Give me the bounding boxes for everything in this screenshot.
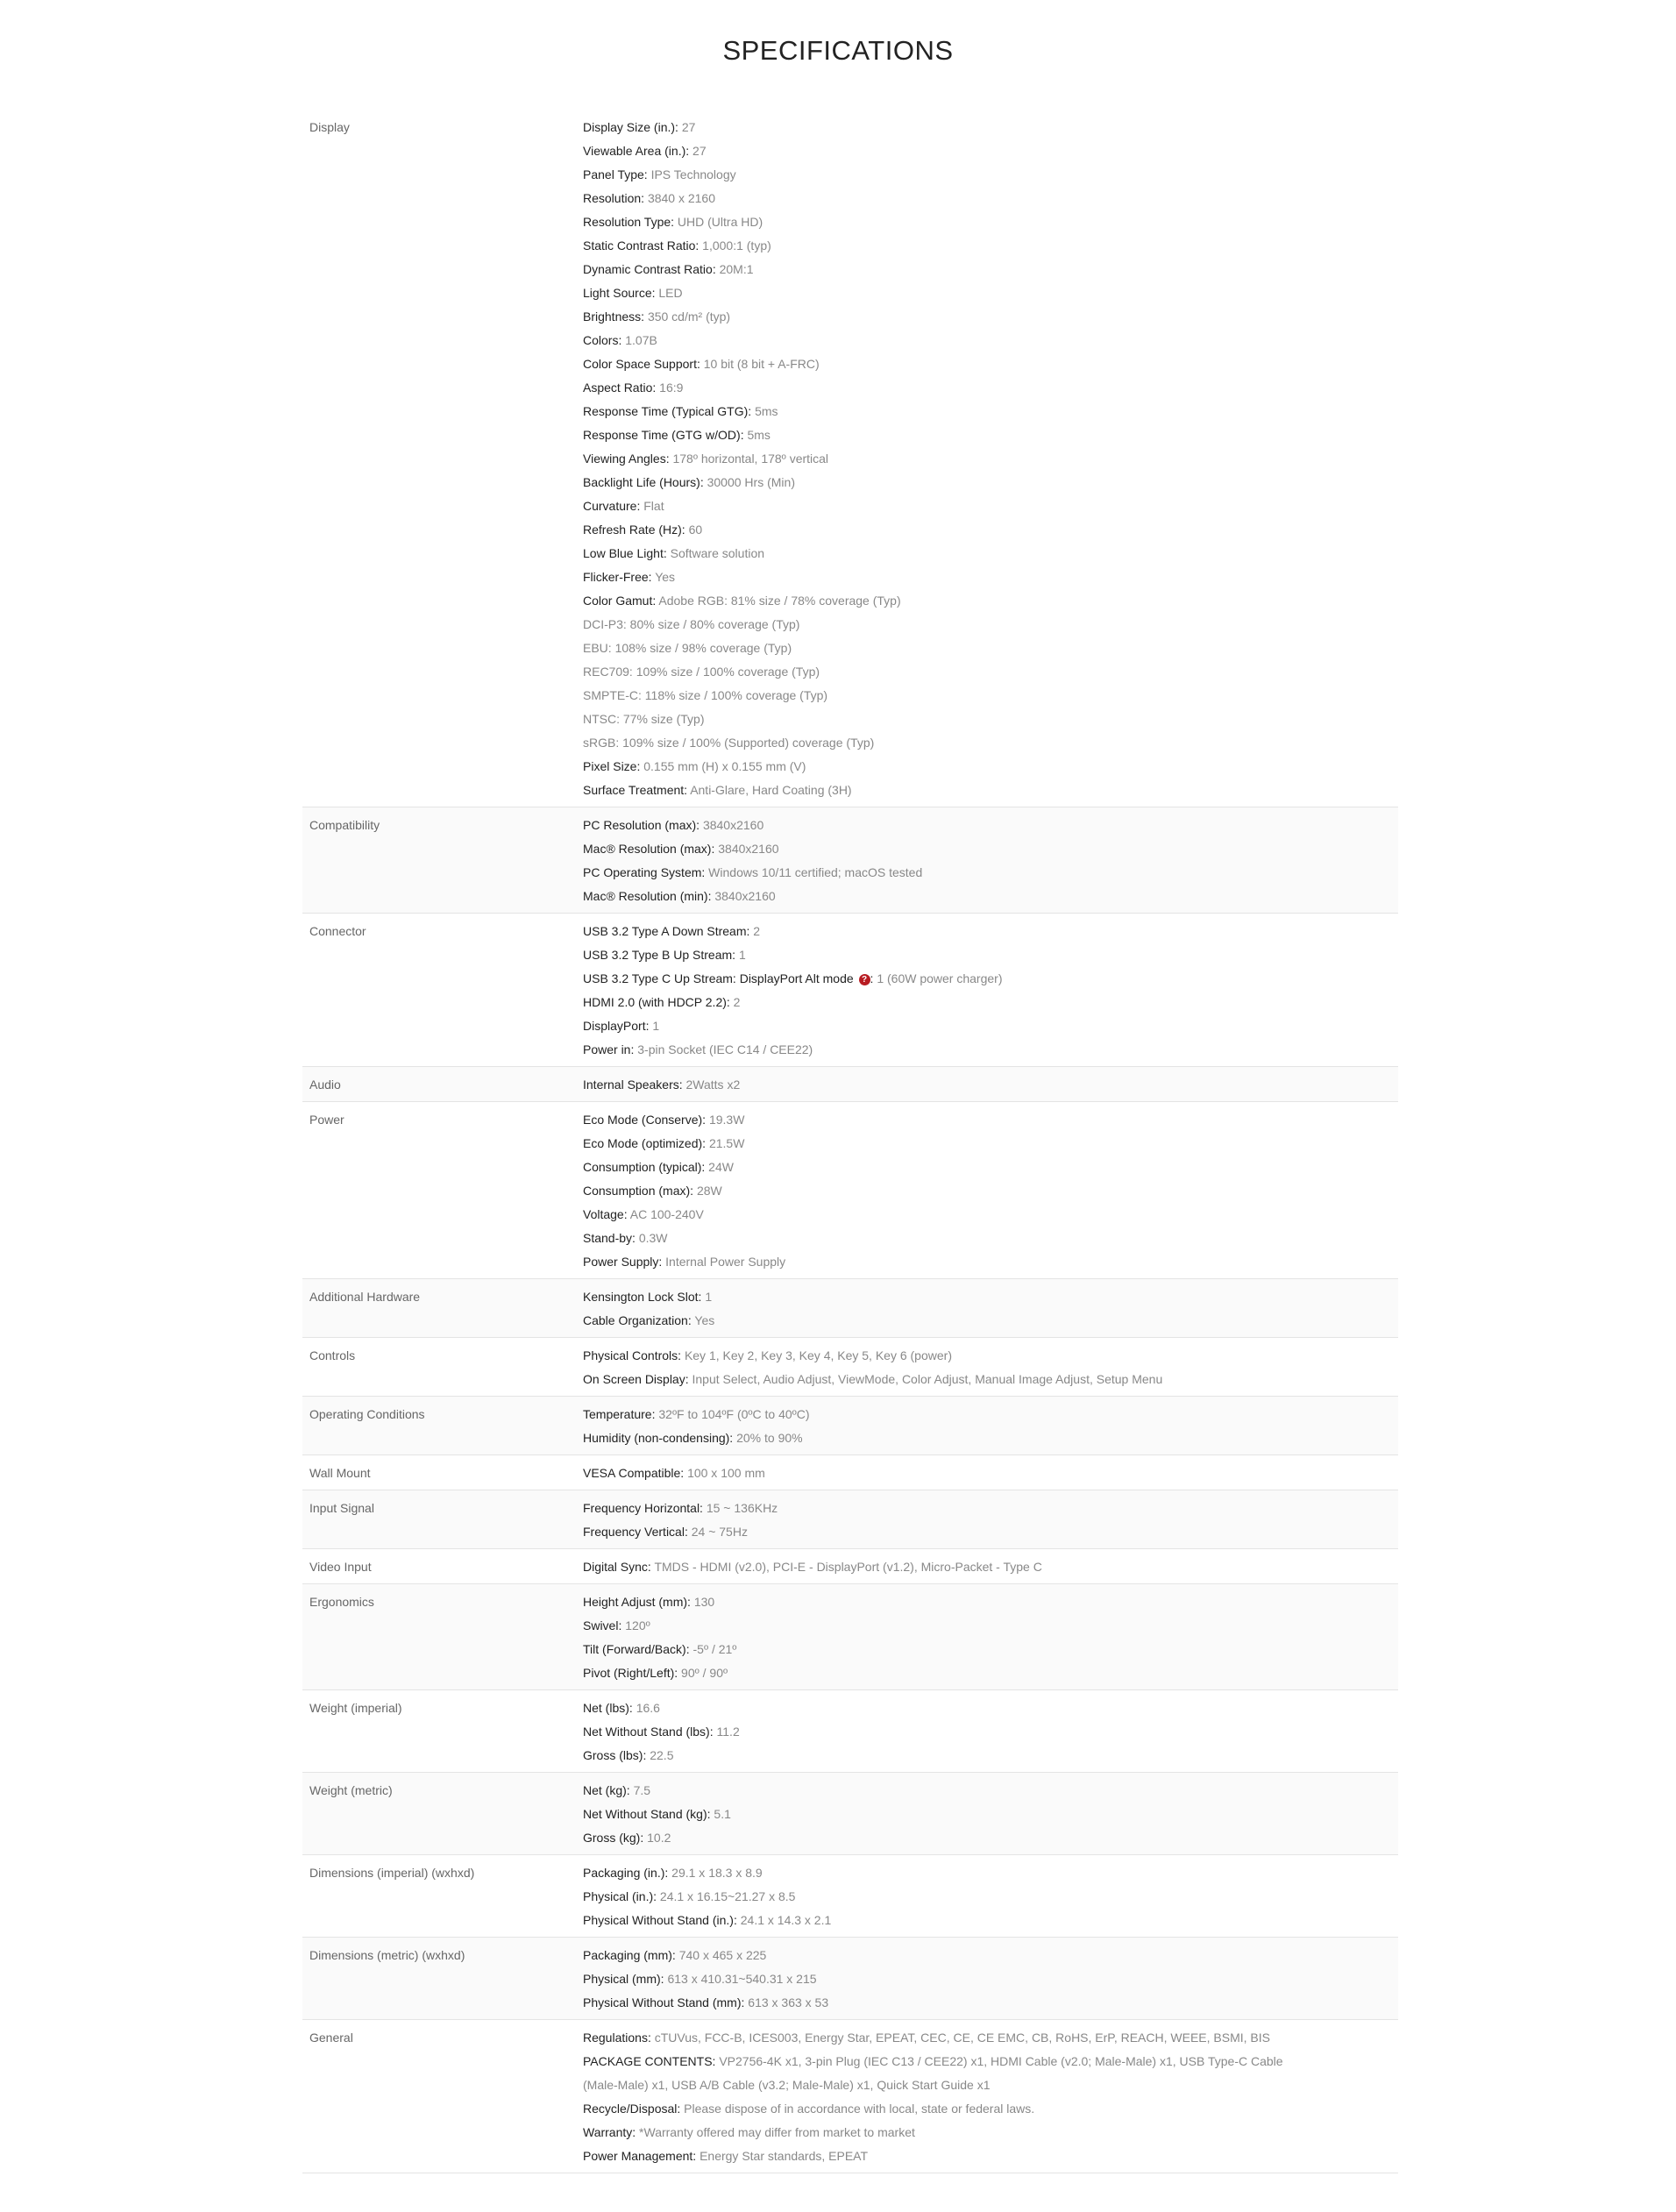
spec-row <box>302 1549 1398 1584</box>
spec-item <box>583 1944 1398 1967</box>
spec-item-label: Frequency Horizontal: <box>583 1501 703 1515</box>
spec-item-label: Humidity (non-condensing): <box>583 1431 734 1445</box>
spec-item-value: REC709: 109% size / 100% coverage (Typ) <box>583 665 820 679</box>
spec-item-label: Aspect Ratio: <box>583 381 657 395</box>
spec-category: Weight (metric) <box>309 1783 393 1797</box>
spec-items <box>583 1279 1398 1338</box>
spec-item-value: -5º / 21º <box>692 1642 737 1656</box>
spec-item-label: Swivel: <box>583 1618 622 1632</box>
spec-item-value: 2Watts x2 <box>685 1078 741 1092</box>
spec-item-label: Brightness: <box>583 309 645 324</box>
spec-category: General <box>309 2031 353 2045</box>
spec-item-value: 32ºF to 104ºF (0ºC to 40ºC) <box>658 1407 810 1421</box>
spec-item <box>583 1309 1398 1333</box>
page-title: SPECIFICATIONS <box>722 35 954 66</box>
spec-item <box>583 1991 1398 2015</box>
spec-item-label: Height Adjust (mm): <box>583 1595 691 1609</box>
spec-item <box>583 400 1398 423</box>
spec-item-label: Voltage: <box>583 1207 628 1221</box>
spec-item <box>583 565 1398 589</box>
spec-item-label: Physical Without Stand (mm): <box>583 1995 745 2009</box>
spec-item-value: 10.2 <box>647 1831 671 1845</box>
spec-item-value: VP2756-4K x1, 3-pin Plug (IEC C13 / CEE22) x1, HDMI Cable (v2.0; Male-Male) x1, USB Type-C Cable <box>719 2054 1283 2068</box>
spec-table <box>302 110 1398 2173</box>
spec-items <box>583 1938 1398 2020</box>
spec-item-value: Yes <box>694 1313 715 1327</box>
spec-item <box>583 1803 1398 1826</box>
spec-item <box>583 755 1398 779</box>
spec-category: Operating Conditions <box>309 1407 425 1421</box>
spec-items <box>583 1455 1398 1490</box>
spec-category: Weight (imperial) <box>309 1701 402 1715</box>
spec-item <box>583 163 1398 187</box>
spec-item <box>583 1368 1398 1391</box>
spec-item-value: 5ms <box>755 404 778 418</box>
spec-item-value: 740 x 465 x 225 <box>678 1948 767 1962</box>
spec-item-value: 24.1 x 16.15~21.27 x 8.5 <box>659 1889 796 1903</box>
spec-item <box>583 2050 1398 2073</box>
spec-item <box>583 2073 1398 2097</box>
spec-item-label: Gross (lbs): <box>583 1748 647 1762</box>
spec-item-label: Static Contrast Ratio: <box>583 238 700 252</box>
spec-item-label: Net Without Stand (kg): <box>583 1807 711 1821</box>
spec-item <box>583 1108 1398 1132</box>
spec-item-value: LED <box>658 286 683 300</box>
spec-item-value: Anti-Glare, Hard Coating (3H) <box>690 783 852 797</box>
spec-item-value: 11.2 <box>716 1725 740 1739</box>
spec-item-label: Mac® Resolution (min): <box>583 889 712 903</box>
spec-item-label: Viewing Angles: <box>583 452 670 466</box>
spec-items <box>583 807 1398 914</box>
spec-item <box>583 837 1398 861</box>
spec-item-label: Regulations: <box>583 2031 651 2045</box>
spec-item <box>583 1014 1398 1038</box>
spec-item-label: Physical (in.): <box>583 1889 657 1903</box>
spec-item-label: Light Source: <box>583 286 656 300</box>
spec-item-value: 3840x2160 <box>702 818 764 832</box>
spec-item-value: 100 x 100 mm <box>687 1466 765 1480</box>
spec-item-value: Internal Power Supply <box>665 1255 786 1269</box>
spec-items <box>583 1549 1398 1584</box>
spec-item <box>583 1073 1398 1097</box>
spec-item <box>583 1497 1398 1520</box>
spec-item-value: 7.5 <box>633 1783 651 1797</box>
spec-item-value: 5ms <box>747 428 771 442</box>
spec-item-label: Flicker-Free: <box>583 570 652 584</box>
spec-item <box>583 305 1398 329</box>
spec-item <box>583 281 1398 305</box>
spec-items <box>583 2020 1398 2173</box>
spec-item-value: 21.5W <box>708 1136 745 1150</box>
spec-category: Audio <box>309 1078 341 1092</box>
spec-item <box>583 1203 1398 1227</box>
spec-item-label: Mac® Resolution (max): <box>583 842 715 856</box>
spec-category: Wall Mount <box>309 1466 371 1480</box>
spec-item-label: DisplayPort: <box>583 1019 650 1033</box>
spec-item <box>583 542 1398 565</box>
spec-item-value: 16:9 <box>659 381 684 395</box>
spec-item <box>583 1555 1398 1579</box>
spec-item-label: USB 3.2 Type A Down Stream: <box>583 924 750 938</box>
spec-item-value: 19.3W <box>708 1113 745 1127</box>
spec-item-label: USB 3.2 Type C Up Stream: DisplayPort Alt mode <box>583 971 854 985</box>
spec-item-value: EBU: 108% size / 98% coverage (Typ) <box>583 641 792 655</box>
spec-item-label: Internal Speakers: <box>583 1078 683 1092</box>
spec-item-label: Cable Organization: <box>583 1313 692 1327</box>
spec-items <box>583 110 1398 807</box>
spec-item-value: Yes <box>655 570 676 584</box>
spec-item-value: 3840x2160 <box>714 889 776 903</box>
spec-item <box>583 1826 1398 1850</box>
spec-item-label: Warranty: <box>583 2125 636 2139</box>
spec-item <box>583 1696 1398 1720</box>
spec-items <box>583 1490 1398 1549</box>
spec-item <box>583 234 1398 258</box>
spec-item-label: Response Time (Typical GTG): <box>583 404 752 418</box>
spec-items <box>583 1855 1398 1938</box>
spec-row <box>302 1938 1398 2020</box>
spec-item <box>583 1403 1398 1426</box>
spec-item <box>583 1132 1398 1156</box>
spec-item-value: 29.1 x 18.3 x 8.9 <box>671 1866 763 1880</box>
spec-item-value: 0.3W <box>638 1231 668 1245</box>
spec-item <box>583 885 1398 908</box>
spec-items <box>583 1397 1398 1455</box>
spec-items <box>583 914 1398 1067</box>
spec-item-value: 178º horizontal, 178º vertical <box>672 452 829 466</box>
spec-item <box>583 1885 1398 1909</box>
spec-items <box>583 1773 1398 1855</box>
spec-item-value: 24 ~ 75Hz <box>691 1525 748 1539</box>
spec-item-label: Display Size (in.): <box>583 120 678 134</box>
spec-item-value: SMPTE-C: 118% size / 100% coverage (Typ) <box>583 688 828 702</box>
spec-item-label: Color Space Support: <box>583 357 700 371</box>
spec-table-body <box>302 110 1398 2173</box>
spec-item-value: 3-pin Socket (IEC C14 / CEE22) <box>637 1042 813 1056</box>
spec-item-value: 90º / 90º <box>681 1666 728 1680</box>
spec-row <box>302 914 1398 1067</box>
spec-item <box>583 423 1398 447</box>
spec-item-value: AC 100-240V <box>629 1207 704 1221</box>
spec-item <box>583 116 1398 139</box>
spec-item <box>583 1250 1398 1274</box>
spec-row <box>302 1855 1398 1938</box>
spec-item-label: PC Resolution (max): <box>583 818 700 832</box>
spec-item <box>583 1744 1398 1767</box>
spec-item-value: Key 1, Key 2, Key 3, Key 4, Key 5, Key 6 (power) <box>684 1348 952 1362</box>
spec-item-value: 1 <box>705 1290 713 1304</box>
spec-item <box>583 2097 1398 2121</box>
spec-item <box>583 613 1398 637</box>
spec-item <box>583 1426 1398 1450</box>
spec-item-label: Stand-by: <box>583 1231 636 1245</box>
spec-item-value: 130 <box>693 1595 715 1609</box>
spec-item-label: Refresh Rate (Hz): <box>583 523 685 537</box>
spec-item-label: Eco Mode (optimized): <box>583 1136 707 1150</box>
spec-category: Compatibility <box>309 818 380 832</box>
spec-category: Display <box>309 120 350 134</box>
spec-item <box>583 1614 1398 1638</box>
spec-item-label: Viewable Area (in.): <box>583 144 690 158</box>
spec-item-value: 27 <box>681 120 696 134</box>
spec-item-value: 2 <box>753 924 761 938</box>
spec-item-label: On Screen Display: <box>583 1372 689 1386</box>
spec-item-value: 28W <box>696 1184 722 1198</box>
spec-item <box>583 943 1398 967</box>
spec-item-label: Recycle/Disposal: <box>583 2102 681 2116</box>
info-icon[interactable]: ? <box>859 974 870 985</box>
spec-row <box>302 1102 1398 1279</box>
spec-item-value: 5.1 <box>714 1807 731 1821</box>
spec-item <box>583 139 1398 163</box>
spec-item <box>583 1967 1398 1991</box>
spec-item-value: 27 <box>692 144 707 158</box>
spec-item <box>583 1179 1398 1203</box>
spec-item-value: 22.5 <box>650 1748 674 1762</box>
spec-item-value: Flat <box>643 499 664 513</box>
spec-item-label: Eco Mode (Conserve): <box>583 1113 707 1127</box>
spec-item <box>583 1590 1398 1614</box>
spec-item-value: DCI-P3: 80% size / 80% coverage (Typ) <box>583 617 800 631</box>
spec-row <box>302 807 1398 914</box>
spec-item-value: sRGB: 109% size / 100% (Supported) coverage (Typ) <box>583 736 875 750</box>
spec-row <box>302 2020 1398 2173</box>
spec-item-label: Net (kg): <box>583 1783 630 1797</box>
spec-item <box>583 708 1398 731</box>
spec-item-value: 0.155 mm (H) x 0.155 mm (V) <box>643 759 806 773</box>
spec-item <box>583 1285 1398 1309</box>
spec-item-label: VESA Compatible: <box>583 1466 685 1480</box>
spec-row <box>302 1455 1398 1490</box>
spec-item <box>583 1038 1398 1062</box>
spec-item <box>583 1462 1398 1485</box>
spec-items <box>583 1584 1398 1690</box>
spec-item-value: NTSC: 77% size (Typ) <box>583 712 705 726</box>
spec-item-label: Physical Controls: <box>583 1348 682 1362</box>
spec-item-value: 60 <box>688 523 703 537</box>
spec-item <box>583 991 1398 1014</box>
spec-item-label: Tilt (Forward/Back): <box>583 1642 690 1656</box>
spec-item-label: Resolution Type: <box>583 215 675 229</box>
spec-category: Video Input <box>309 1560 372 1574</box>
spec-item-label: PACKAGE CONTENTS: <box>583 2054 716 2068</box>
spec-row <box>302 1690 1398 1773</box>
spec-item <box>583 352 1398 376</box>
spec-item-label: Consumption (max): <box>583 1184 694 1198</box>
spec-item-value: TMDS - HDMI (v2.0), PCI-E - DisplayPort (v1.2), Micro-Packet - Type C <box>654 1560 1042 1574</box>
spec-item-label: Color Gamut: <box>583 594 657 608</box>
spec-item-value: 16.6 <box>636 1701 660 1715</box>
spec-items <box>583 1338 1398 1397</box>
spec-item <box>583 187 1398 210</box>
spec-item-value: 1.07B <box>625 333 657 347</box>
spec-items <box>583 1690 1398 1773</box>
spec-item <box>583 2026 1398 2050</box>
spec-row <box>302 1279 1398 1338</box>
spec-row <box>302 1338 1398 1397</box>
spec-category: Input Signal <box>309 1501 374 1515</box>
spec-row <box>302 1067 1398 1102</box>
spec-item-label: Packaging (mm): <box>583 1948 676 1962</box>
spec-item <box>583 637 1398 660</box>
spec-item-label: HDMI 2.0 (with HDCP 2.2): <box>583 995 730 1009</box>
spec-item-label: Resolution: <box>583 191 645 205</box>
spec-item-value: IPS Technology <box>650 167 736 181</box>
spec-item-label: Packaging (in.): <box>583 1866 669 1880</box>
spec-item-value: 2 <box>733 995 741 1009</box>
spec-row <box>302 1397 1398 1455</box>
spec-item <box>583 1344 1398 1368</box>
spec-item <box>583 2121 1398 2144</box>
spec-category: Additional Hardware <box>309 1290 421 1304</box>
spec-items <box>583 1067 1398 1102</box>
spec-item <box>583 1520 1398 1544</box>
spec-item <box>583 258 1398 281</box>
spec-item-label: Frequency Vertical: <box>583 1525 688 1539</box>
spec-item-value: *Warranty offered may differ from market to market <box>639 2125 915 2139</box>
spec-item-value: 613 x 410.31~540.31 x 215 <box>667 1972 817 1986</box>
spec-item-value: Please dispose of in accordance with local, state or federal laws. <box>684 2102 1035 2116</box>
spec-item-value: 613 x 363 x 53 <box>748 1995 829 2009</box>
spec-item <box>583 1661 1398 1685</box>
spec-item <box>583 920 1398 943</box>
spec-item <box>583 814 1398 837</box>
spec-item-label: Power Management: <box>583 2149 697 2163</box>
spec-item-label: Low Blue Light: <box>583 546 667 560</box>
spec-row <box>302 110 1398 807</box>
spec-item-label: Dynamic Contrast Ratio: <box>583 262 716 276</box>
spec-item-value: 3840x2160 <box>718 842 779 856</box>
spec-item-label: Power in: <box>583 1042 635 1056</box>
spec-item <box>583 329 1398 352</box>
spec-category: Power <box>309 1113 344 1127</box>
spec-item <box>583 1227 1398 1250</box>
spec-item-value: 20M:1 <box>719 262 754 276</box>
spec-item-value: 1 <box>738 948 746 962</box>
spec-item-value: 24W <box>708 1160 734 1174</box>
spec-item-label: Consumption (typical): <box>583 1160 706 1174</box>
spec-item-label: Physical (mm): <box>583 1972 664 1986</box>
spec-item-label: Curvature: <box>583 499 641 513</box>
spec-item-label: Power Supply: <box>583 1255 663 1269</box>
spec-item <box>583 210 1398 234</box>
spec-item <box>583 589 1398 613</box>
spec-item-value: 1,000:1 (typ) <box>702 238 771 252</box>
spec-item-label: USB 3.2 Type B Up Stream: <box>583 948 736 962</box>
spec-item-value: 1 (60W power charger) <box>877 971 1003 985</box>
spec-item-label: Colors: <box>583 333 622 347</box>
spec-item-value: Energy Star standards, EPEAT <box>700 2149 869 2163</box>
spec-item <box>583 518 1398 542</box>
spec-item-label: Backlight Life (Hours): <box>583 475 704 489</box>
spec-item-label: Surface Treatment: <box>583 783 688 797</box>
spec-item-value: 20% to 90% <box>736 1431 803 1445</box>
spec-item <box>583 779 1398 802</box>
spec-item-label: Net (lbs): <box>583 1701 633 1715</box>
spec-item-value: 24.1 x 14.3 x 2.1 <box>740 1913 832 1927</box>
spec-row <box>302 1490 1398 1549</box>
spec-item-value: 1 <box>652 1019 660 1033</box>
spec-item-value: Software solution <box>670 546 765 560</box>
spec-item <box>583 861 1398 885</box>
spec-item-value: Input Select, Audio Adjust, ViewMode, Color Adjust, Manual Image Adjust, Setup Menu <box>692 1372 1163 1386</box>
spec-item <box>583 660 1398 684</box>
spec-item-label: Kensington Lock Slot: <box>583 1290 702 1304</box>
spec-item-value: 120º <box>625 1618 650 1632</box>
spec-item: USB 3.2 Type C Up Stream: DisplayPort Alt mode ? : 1 (60W power charger) <box>583 971 1003 985</box>
spec-item-value: 30000 Hrs (Min) <box>707 475 795 489</box>
spec-item-label: Gross (kg): <box>583 1831 644 1845</box>
spec-item-value: cTUVus, FCC-B, ICES003, Energy Star, EPEAT, CEC, CE, CE EMC, CB, RoHS, ErP, REACH, WEEE, BSMI, BIS <box>654 2031 1270 2045</box>
spec-category: Ergonomics <box>309 1595 374 1609</box>
spec-category: Connector <box>309 924 366 938</box>
spec-item-value: Adobe RGB: 81% size / 78% coverage (Typ) <box>658 594 901 608</box>
spec-item-value: 15 ~ 136KHz <box>706 1501 778 1515</box>
spec-item-value: Windows 10/11 certified; macOS tested <box>708 865 923 879</box>
spec-item-value: 3840 x 2160 <box>647 191 716 205</box>
spec-item-label: Digital Sync: <box>583 1560 651 1574</box>
spec-item-label: Response Time (GTG w/OD): <box>583 428 744 442</box>
spec-category: Controls <box>309 1348 356 1362</box>
spec-category: Dimensions (metric) (wxhxd) <box>309 1948 465 1962</box>
spec-items <box>583 1102 1398 1279</box>
spec-item <box>583 376 1398 400</box>
spec-item-label: Temperature: <box>583 1407 656 1421</box>
spec-item-value: (Male-Male) x1, USB A/B Cable (v3.2; Male-Male) x1, Quick Start Guide x1 <box>583 2078 991 2092</box>
spec-item <box>583 1638 1398 1661</box>
spec-item-value: 350 cd/m² (typ) <box>647 309 731 324</box>
spec-item <box>583 2144 1398 2168</box>
spec-item <box>583 731 1398 755</box>
spec-item <box>583 1861 1398 1885</box>
spec-category: Dimensions (imperial) (wxhxd) <box>309 1866 475 1880</box>
spec-item <box>583 494 1398 518</box>
spec-item <box>583 1779 1398 1803</box>
spec-item-label: Panel Type: <box>583 167 648 181</box>
spec-item <box>583 1909 1398 1932</box>
spec-item-label: Pivot (Right/Left): <box>583 1666 678 1680</box>
spec-item-label: PC Operating System: <box>583 865 706 879</box>
spec-row <box>302 1773 1398 1855</box>
spec-item <box>583 471 1398 494</box>
spec-item-value: UHD (Ultra HD) <box>677 215 763 229</box>
spec-item <box>583 447 1398 471</box>
spec-item-label: Physical Without Stand (in.): <box>583 1913 737 1927</box>
spec-item-value: 10 bit (8 bit + A-FRC) <box>703 357 820 371</box>
spec-row <box>302 1584 1398 1690</box>
spec-item <box>583 684 1398 708</box>
spec-item <box>583 1156 1398 1179</box>
spec-item-label: Pixel Size: <box>583 759 641 773</box>
spec-item <box>583 1720 1398 1744</box>
spec-item-label: Net Without Stand (lbs): <box>583 1725 714 1739</box>
